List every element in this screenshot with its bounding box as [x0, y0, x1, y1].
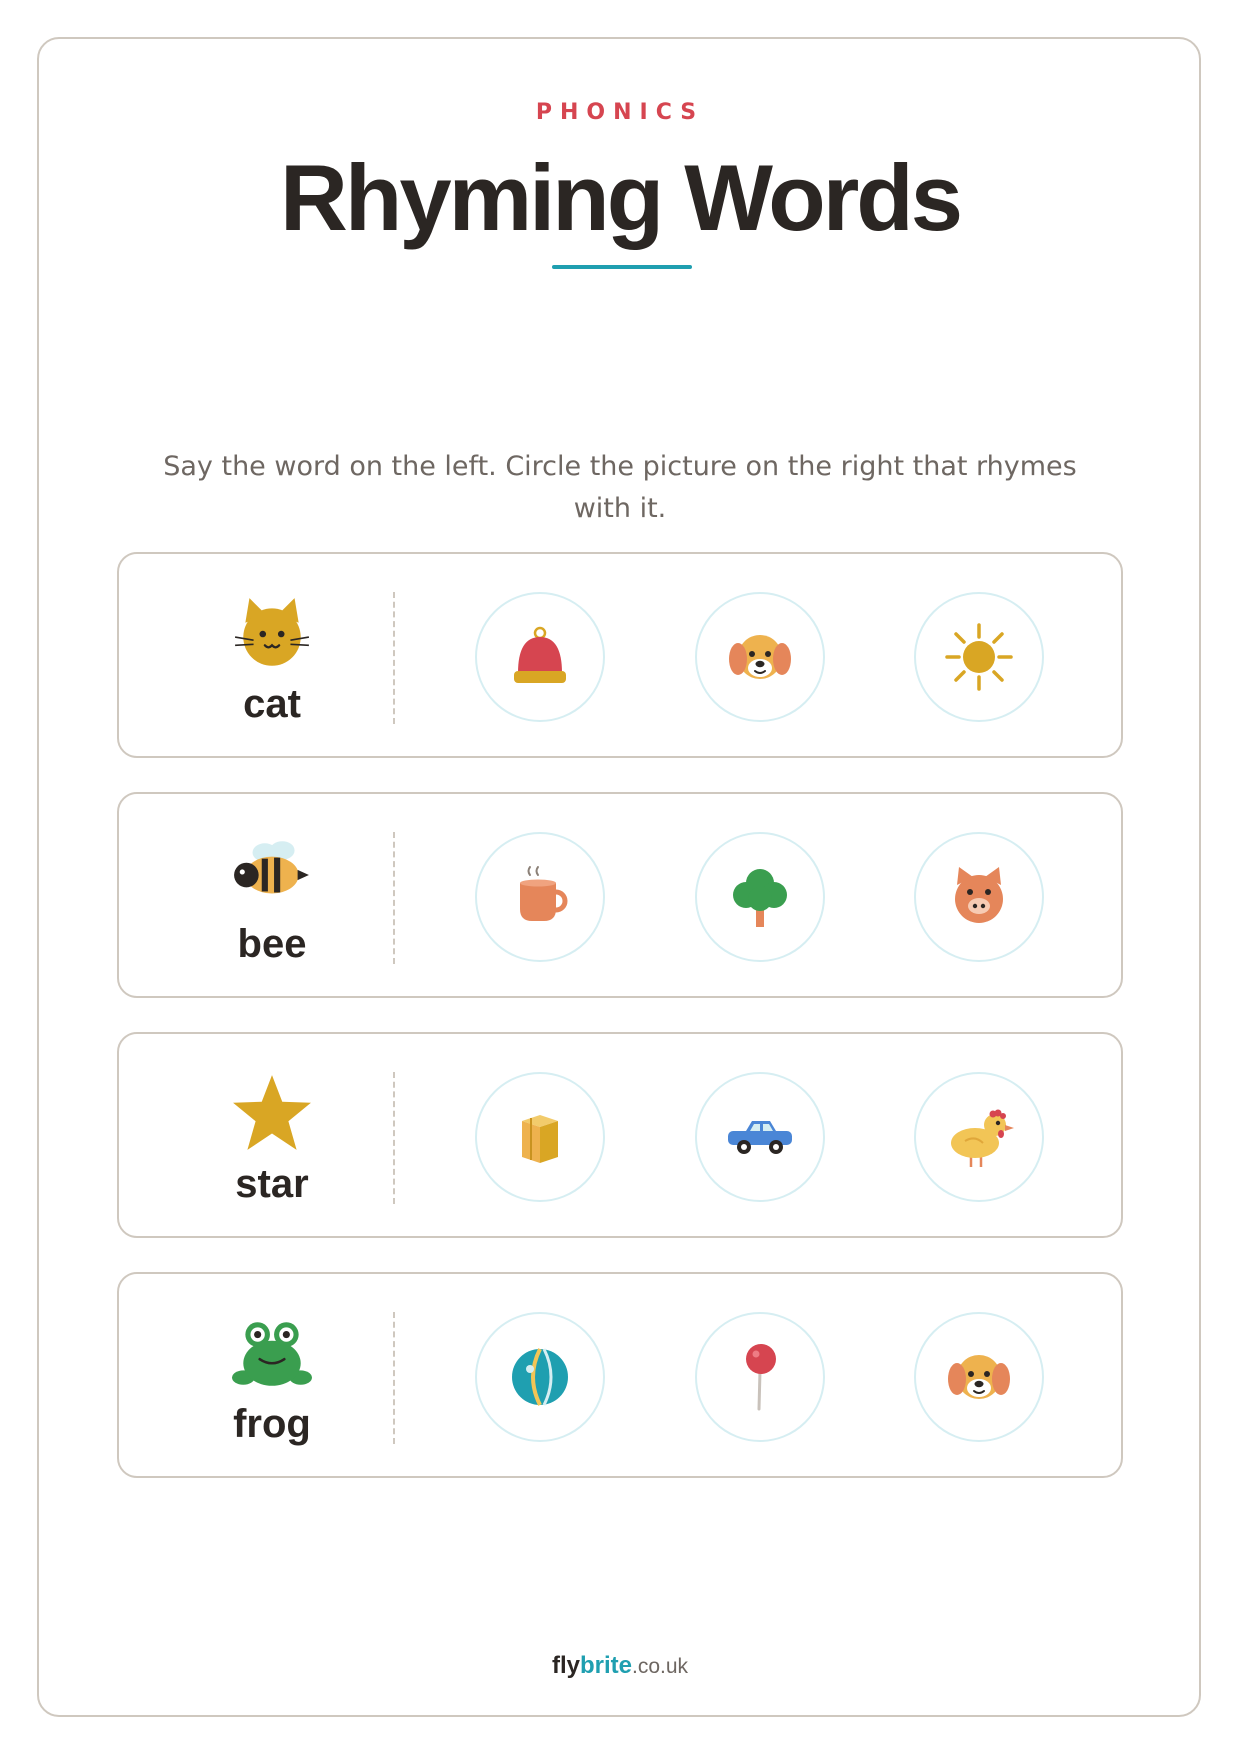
- rhyme-row-cat: [117, 552, 1123, 758]
- brand-part-1: fly: [551, 1652, 580, 1679]
- row-divider: [393, 592, 395, 724]
- rhyme-row-frog: [117, 1272, 1123, 1478]
- choice-dog[interactable]: [695, 592, 825, 722]
- choice-sun[interactable]: [914, 592, 1044, 722]
- choice-tree[interactable]: [695, 832, 825, 962]
- hat-icon: [504, 621, 576, 693]
- brand-domain: .co.uk: [632, 1655, 689, 1678]
- pin-icon: [724, 1341, 796, 1413]
- target-word: frog: [233, 1402, 311, 1446]
- row-divider: [393, 1312, 395, 1444]
- dog-icon: [943, 1341, 1015, 1413]
- subject-kicker: PHONICS: [535, 100, 705, 125]
- frog-icon: [231, 1312, 313, 1394]
- choice-box[interactable]: [475, 1072, 605, 1202]
- title-underline: [552, 265, 692, 269]
- tree-icon: [724, 861, 796, 933]
- cat-icon: [231, 592, 313, 674]
- bee-icon: [231, 832, 313, 914]
- instructions-text: Say the word on the left. Circle the picture on the right that rhymes with it.: [163, 451, 1077, 524]
- pig-icon: [943, 861, 1015, 933]
- choice-pin[interactable]: [695, 1312, 825, 1442]
- choice-ball[interactable]: [475, 1312, 605, 1442]
- choice-dog[interactable]: [914, 1312, 1044, 1442]
- brand-logo[interactable]: [0, 1652, 1240, 1680]
- hen-icon: [943, 1101, 1015, 1173]
- star-icon: [231, 1072, 313, 1154]
- row-divider: [393, 1072, 395, 1204]
- box-icon: [504, 1101, 576, 1173]
- choice-pig[interactable]: [914, 832, 1044, 962]
- brand-part-2: brite: [579, 1652, 632, 1679]
- mug-icon: [504, 861, 576, 933]
- target-word: bee: [237, 922, 307, 966]
- choice-hen[interactable]: [914, 1072, 1044, 1202]
- rhyme-row-bee: [117, 792, 1123, 998]
- choice-mug[interactable]: [475, 832, 605, 962]
- rhyme-row-star: [117, 1032, 1123, 1238]
- choice-hat[interactable]: [475, 592, 605, 722]
- sun-icon: [943, 621, 1015, 693]
- ball-icon: [504, 1341, 576, 1413]
- car-icon: [724, 1101, 796, 1173]
- page-title: Rhyming Words: [280, 145, 960, 250]
- target-word: star: [235, 1162, 309, 1206]
- target-word: cat: [243, 682, 301, 726]
- dog-icon: [724, 621, 796, 693]
- row-divider: [393, 832, 395, 964]
- choice-car[interactable]: [695, 1072, 825, 1202]
